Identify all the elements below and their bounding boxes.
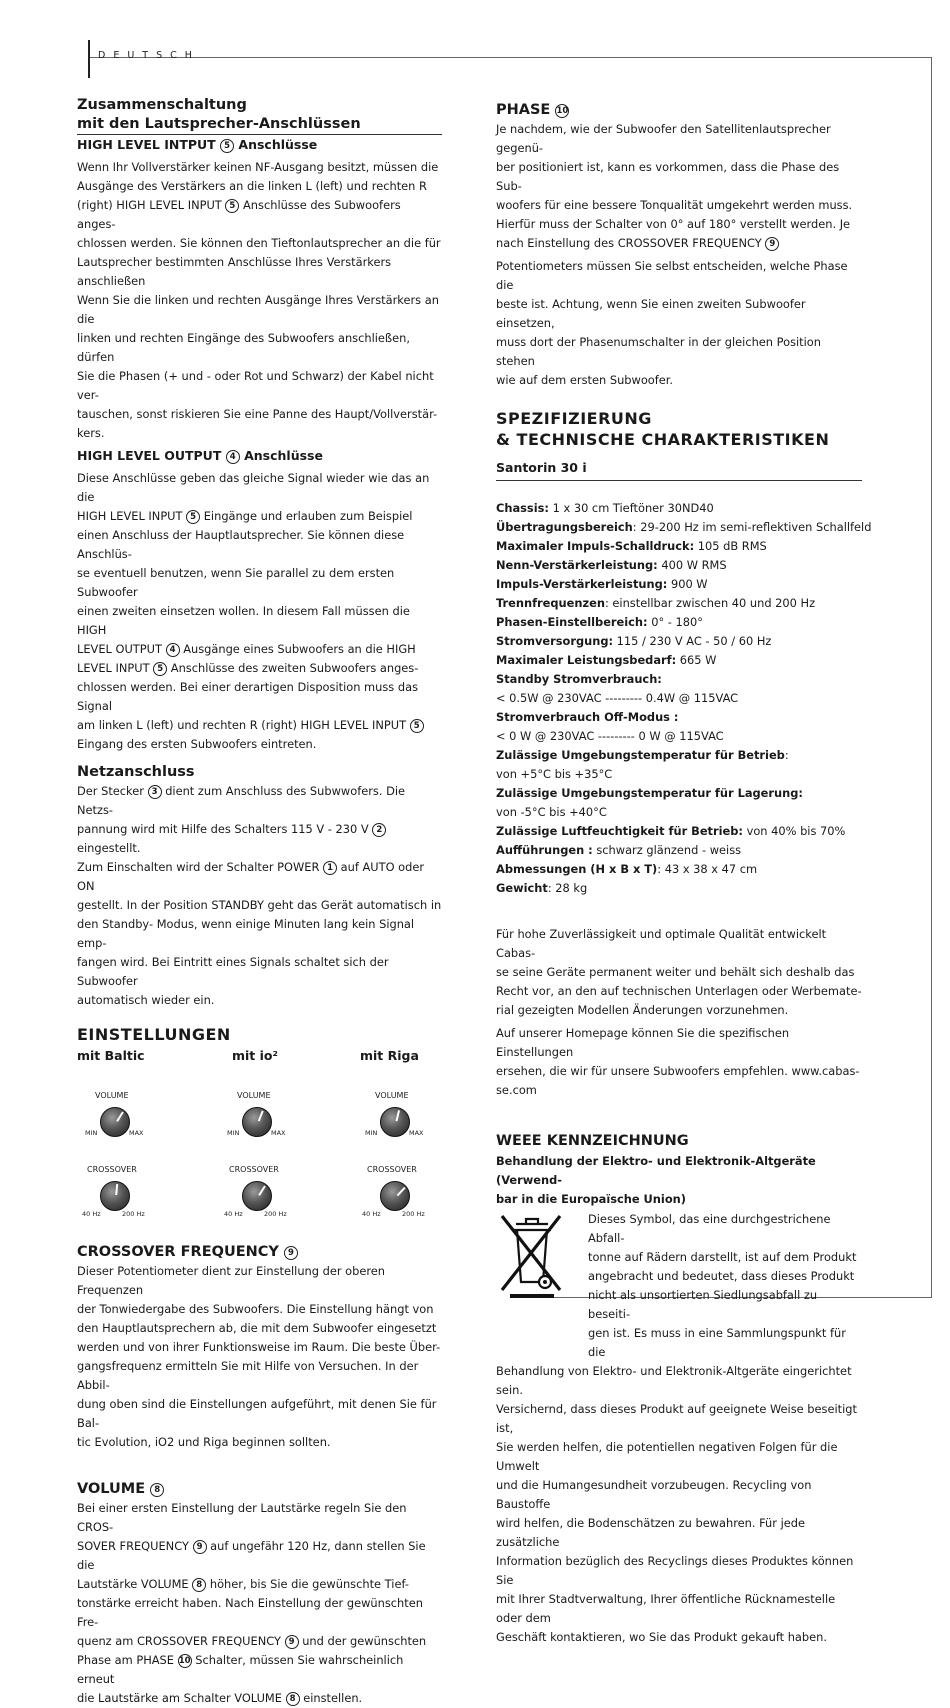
text-line: chlossen werden. Bei einer derartigen Disposition muss das Signal — [77, 680, 419, 713]
crossover-knob — [100, 1181, 130, 1211]
text-line: mit Ihrer Stadtverwaltung, Ihrer öffentliche Rücknamestelle oder dem — [496, 1592, 836, 1625]
ref-number: 5 — [186, 510, 200, 524]
text-line: gen ist. Es muss in eine Sammlungspunkt für die — [588, 1326, 846, 1359]
spec-value: 665 W — [676, 653, 717, 667]
text-line — [77, 820, 442, 858]
paragraph — [77, 158, 442, 443]
ref-number: 9 — [285, 1635, 299, 1649]
text-line: muss dort der Phasenumschalter in der gleichen Position stehen — [496, 335, 821, 368]
hz40-label: 40 Hz — [82, 1210, 101, 1218]
max-label: MAX — [271, 1129, 286, 1137]
knob-settings-diagram — [77, 1047, 442, 1217]
crossover-label: CROSSOVER — [229, 1165, 279, 1174]
subsection-title — [77, 135, 442, 154]
hz40-label: 40 Hz — [362, 1210, 381, 1218]
max-label: MAX — [129, 1129, 144, 1137]
section-title — [496, 101, 862, 120]
text-line: Wenn Ihr Vollverstärker keinen NF-Ausgang besitzt, müssen die — [77, 160, 439, 174]
text-line: tonstärke erreicht haben. Nach Einstellung der gewünschten Fre- — [77, 1596, 423, 1629]
text-line: kers. — [77, 426, 105, 440]
volume-knob — [242, 1107, 272, 1137]
text-line: fangen wird. Bei Eintritt eines Signals schaltet sich der Subwoofer — [77, 955, 389, 988]
ref-number: 8 — [150, 1483, 164, 1497]
spec-key: Phasen-Einstellbereich: — [496, 615, 648, 629]
spec-key: Impuls-Verstärkerleistung: — [496, 577, 668, 591]
spec-value: von 40% bis 70% — [742, 824, 846, 838]
spec-key: Abmessungen (H x B x T) — [496, 862, 658, 876]
ref-number: 5 — [220, 139, 234, 153]
text-line: den Hauptlautsprechern ab, die mit dem Subwoofer eingesetzt — [77, 1321, 437, 1335]
spec-key: Standby Stromverbrauch: — [496, 672, 662, 686]
section-title — [77, 1480, 442, 1499]
paragraph — [77, 1262, 442, 1452]
spec-value: : — [784, 748, 789, 762]
section-label: VOLUME — [77, 1481, 146, 1497]
text-line: Bei einer ersten Einstellung der Lautstärke regeln Sie den CROS- — [77, 1501, 407, 1534]
ref-number: 10 — [178, 1656, 191, 1666]
crossover-knob — [242, 1181, 272, 1211]
text-span: LEVEL OUTPUT — [77, 642, 162, 656]
text-span: quenz am CROSSOVER FREQUENCY — [77, 1634, 281, 1648]
text-line: gangsfrequenz ermitteln Sie mit Hilfe von Versuchen. In der Abbil- — [77, 1359, 419, 1392]
text-span: am linken L (left) und rechten R (right) HIGH LEVEL INPUT — [77, 718, 407, 732]
knob-group-riga — [360, 1047, 480, 1218]
spec-key: Übertragungsbereich — [496, 520, 633, 534]
ref-number: 4 — [226, 450, 240, 464]
ref-number: 9 — [284, 1246, 298, 1260]
spec-key: Trennfrequenzen — [496, 596, 605, 610]
text-line: Potentiometers müssen Sie selbst entscheiden, welche Phase die — [496, 259, 848, 292]
knob-group-io2 — [224, 1047, 352, 1218]
subsection-label: HIGH LEVEL OUTPUT — [77, 448, 222, 463]
text-line: Auf unserer Homepage können Sie die spezifischen Einstellungen — [496, 1026, 790, 1059]
text-line: Diese Anschlüsse geben das gleiche Signal wieder wie das an die — [77, 471, 430, 504]
text-span: Phase am PHASE — [77, 1653, 174, 1667]
paragraph — [77, 469, 442, 754]
text-line: nicht als unsortierten Siedlungsabfall zu beseiti- — [588, 1288, 818, 1321]
spec-value: 1 x 30 cm Tieftöner 30ND40 — [548, 501, 714, 515]
text-line: chlossen werden. Sie können den Tieftonlautsprecher an die für — [77, 236, 441, 250]
hz200-label: 200 Hz — [122, 1210, 145, 1218]
crossover-label: CROSSOVER — [87, 1165, 137, 1174]
text-span: Der Stecker — [77, 784, 144, 798]
text-line: Ausgänge des Verstärkers an die linken L (left) und rechten R — [77, 179, 427, 193]
text-span: Ausgänge eines Subwoofers an die HIGH — [183, 642, 416, 656]
text-span: HIGH LEVEL INPUT — [77, 509, 183, 523]
text-line — [77, 1632, 442, 1651]
text-line: einen zweiten einsetzen wollen. In diesem Fall müssen die HIGH — [77, 604, 410, 637]
ref-number: 9 — [193, 1540, 207, 1554]
left-column — [77, 96, 442, 1708]
text-line: Eingang des ersten Subwoofers eintreten. — [77, 737, 317, 751]
spec-row — [496, 632, 862, 651]
text-span: LEVEL INPUT — [77, 661, 150, 675]
max-label: MAX — [409, 1129, 424, 1137]
spec-row — [496, 594, 862, 613]
spec-row — [496, 803, 862, 822]
text-span: (right) HIGH LEVEL INPUT — [77, 198, 222, 212]
spec-row — [496, 537, 862, 556]
spec-key: Aufführungen : — [496, 843, 593, 857]
paragraph — [496, 1024, 862, 1100]
spec-value: von +5°C bis +35°C — [496, 767, 613, 781]
text-line: Versichernd, dass dieses Produkt auf geeignete Weise beseitigt ist, — [496, 1402, 857, 1435]
ref-number: 5 — [410, 719, 424, 733]
ref-number: 9 — [765, 237, 779, 251]
model-name: Santorin 30 i — [496, 460, 587, 475]
volume-knob — [100, 1107, 130, 1137]
volume-label: VOLUME — [375, 1091, 409, 1100]
text-line: rial gezeigten Modellen Änderungen vorzunehmen. — [496, 1003, 789, 1017]
text-span: höher, bis Sie die gewünschte Tief- — [209, 1577, 409, 1591]
text-span: einstellen. — [303, 1691, 363, 1705]
crossed-wheelie-bin-icon — [496, 1210, 568, 1300]
text-line: Recht vor, an den auf technischen Unterlagen oder Werbemate- — [496, 984, 862, 998]
min-label: MIN — [85, 1129, 98, 1137]
spec-row — [496, 822, 862, 841]
paragraph — [77, 1499, 442, 1708]
text-line: wie auf dem ersten Subwoofer. — [496, 373, 674, 387]
min-label: MIN — [365, 1129, 378, 1137]
spec-title-line2: & TECHNISCHE CHARAKTERISTIKEN — [496, 430, 830, 449]
text-line — [77, 1689, 442, 1708]
ref-number: 8 — [286, 1692, 300, 1706]
ref-number: 4 — [166, 643, 180, 657]
section-label: PHASE — [496, 102, 551, 118]
text-line: gestellt. In der Position STANDBY geht das Gerät automatisch in — [77, 898, 442, 912]
text-line: Dieser Potentiometer dient zur Einstellung der oberen Frequenzen — [77, 1264, 386, 1297]
spec-value: : 28 kg — [547, 881, 588, 895]
text-line — [77, 659, 442, 678]
spec-row — [496, 784, 862, 803]
subsection-label-tail: Anschlüsse — [244, 448, 323, 463]
text-line: se eventuell benutzen, wenn Sie parallel zu dem ersten Subwoofer — [77, 566, 395, 599]
text-span: nach Einstellung des CROSSOVER FREQUENCY — [496, 236, 762, 250]
crossover-knob — [380, 1181, 410, 1211]
text-line: Für hohe Zuverlässigkeit und optimale Qualität entwickelt Cabas- — [496, 927, 827, 960]
spec-value: : 43 x 38 x 47 cm — [657, 862, 758, 876]
text-line — [77, 858, 442, 896]
text-line: Wenn Sie die linken und rechten Ausgänge Ihres Verstärkers an die — [77, 293, 439, 326]
crossover-label: CROSSOVER — [367, 1165, 417, 1174]
text-line: automatisch wieder ein. — [77, 993, 215, 1007]
text-line: werden und von ihrer Funktionsweise im Raum. Die beste Über- — [77, 1340, 441, 1354]
text-line — [77, 196, 442, 234]
spec-key: Stromversorgung: — [496, 634, 614, 648]
text-line: ersehen, die wir für unsere Subwoofers empfehlen. www.cabas- — [496, 1064, 860, 1078]
divider — [496, 480, 862, 481]
text-line: beste ist. Achtung, wenn Sie einen zweiten Subwoofer einsetzen, — [496, 297, 806, 330]
spec-row — [496, 746, 862, 765]
text-span: Anschlüsse des Subwoofers anges- — [77, 198, 401, 231]
header-bar — [88, 40, 90, 78]
page-frame-right — [931, 57, 932, 1297]
text-span: Anschlüsse des zweiten Subwoofers anges- — [170, 661, 419, 675]
volume-label: VOLUME — [237, 1091, 271, 1100]
hz40-label: 40 Hz — [224, 1210, 243, 1218]
text-line: Sie werden helfen, die potentiellen negativen Folgen für die Umwelt — [496, 1440, 838, 1473]
spec-row — [496, 765, 862, 784]
text-line: Sie die Phasen (+ und - oder Rot und Schwarz) der Kabel nicht ver- — [77, 369, 434, 402]
subsection-label: HIGH LEVEL INTPUT — [77, 137, 216, 152]
text-line: Information bezüglich des Recyclings dieses Produktes können Sie — [496, 1554, 854, 1587]
min-label: MIN — [227, 1129, 240, 1137]
knob-group-title: mit Baltic — [77, 1048, 145, 1063]
text-line — [77, 1537, 442, 1575]
spec-row — [496, 613, 862, 632]
text-line: der Tonwiedergabe des Subwoofers. Die Einstellung hängt von — [77, 1302, 434, 1316]
spec-key: Stromverbrauch Off-Modus : — [496, 710, 679, 724]
text-span: pannung wird mit Hilfe des Schalters 115 V - 230 V — [77, 822, 369, 836]
text-line: wird helfen, die Bodenschätzen zu bewahren. Für jede zusätzliche — [496, 1516, 805, 1549]
weee-paragraph — [496, 1362, 862, 1647]
section-title-einstellungen: EINSTELLUNGEN — [77, 1025, 231, 1044]
spec-value: von -5°C bis +40°C — [496, 805, 607, 819]
spec-value: schwarz glänzend - weiss — [592, 843, 742, 857]
ref-number: 8 — [192, 1578, 206, 1592]
spec-key: Nenn-Verstärkerleistung: — [496, 558, 658, 572]
text-span: Zum Einschalten wird der Schalter POWER — [77, 860, 320, 874]
spec-key: Zulässige Luftfeuchtigkeit für Betrieb: — [496, 824, 743, 838]
text-line — [77, 640, 442, 659]
knob-indicator — [258, 1185, 266, 1195]
volume-knob — [380, 1107, 410, 1137]
spec-value: 115 / 230 V AC - 50 / 60 Hz — [613, 634, 772, 648]
text-line: den Standby- Modus, wenn einige Minuten lang kein Signal emp- — [77, 917, 415, 950]
section-title: Zusammenschaltung — [77, 97, 247, 113]
spec-key: Zulässige Umgebungstemperatur für Lagerung: — [496, 786, 803, 800]
knob-indicator — [116, 1111, 124, 1121]
spec-list — [496, 499, 872, 898]
text-line: Behandlung von Elektro- und Elektronik-Altgeräte eingerichtet sein. — [496, 1364, 852, 1397]
text-line: Geschäft kontaktieren, wo Sie das Produkt gekauft haben. — [496, 1630, 827, 1644]
spec-value: < 0.5W @ 230VAC --------- 0.4W @ 115VAC — [496, 691, 739, 705]
ref-number: 5 — [225, 199, 239, 213]
weee-title: WEEE KENNZEICHNUNG — [496, 1133, 689, 1149]
text-line — [77, 507, 442, 526]
spec-row — [496, 670, 862, 689]
text-line: einen Anschluss der Hauptlautsprecher. Sie können diese Anschlüs- — [77, 528, 405, 561]
weee-subtitle: Behandlung der Elektro- und Elektronik-Altgeräte (Verwend- — [496, 1154, 816, 1187]
knob-indicator — [395, 1110, 400, 1121]
spec-key: Zulässige Umgebungstemperatur für Betrieb — [496, 748, 785, 762]
section-title-line2: mit den Lautsprecher-Anschlüssen — [77, 116, 361, 132]
spec-key: Gewicht — [496, 881, 548, 895]
text-line: dung oben sind die Einstellungen aufgeführt, mit denen Sie für Bal- — [77, 1397, 437, 1430]
spec-row — [496, 708, 862, 727]
text-line: Je nachdem, wie der Subwoofer den Satellitenlautsprecher gegenü- — [496, 122, 831, 155]
spec-row — [496, 879, 862, 898]
spec-value: 0° - 180° — [647, 615, 703, 629]
spec-row — [496, 518, 872, 537]
text-line: se.com — [496, 1083, 537, 1097]
text-span: und der gewünschten — [302, 1634, 427, 1648]
text-span: auf ungefähr 120 Hz, dann stellen Sie die — [77, 1539, 426, 1572]
ref-number: 3 — [148, 785, 162, 799]
hz200-label: 200 Hz — [402, 1210, 425, 1218]
text-line: tonne auf Rädern darstellt, ist auf dem Produkt — [588, 1250, 857, 1264]
text-line — [496, 234, 862, 253]
spec-row — [496, 651, 862, 670]
spec-value: : einstellbar zwischen 40 und 200 Hz — [604, 596, 816, 610]
ref-number: 2 — [372, 823, 386, 837]
spec-row — [496, 556, 862, 575]
text-span: die Lautstärke am Schalter VOLUME — [77, 1691, 282, 1705]
spec-key: Maximaler Impuls-Schalldruck: — [496, 539, 695, 553]
ref-number: 1 — [323, 861, 337, 875]
text-line: ber positioniert ist, kann es vorkommen, dass die Phase des Sub- — [496, 160, 840, 193]
spec-row — [496, 499, 862, 518]
text-span: Schalter, müssen Sie wahrscheinlich erneut — [77, 1653, 404, 1686]
paragraph — [496, 257, 862, 390]
paragraph — [496, 120, 862, 253]
text-line: Hierfür muss der Schalter von 0° auf 180° verstellt werden. Je — [496, 217, 851, 231]
text-line: woofers für eine bessere Tonqualität umgekehrt werden muss. — [496, 198, 853, 212]
text-span: dient zum Anschluss des Subwwofers. Die Netzs- — [77, 784, 406, 817]
volume-label: VOLUME — [95, 1091, 129, 1100]
spec-key: Chassis: — [496, 501, 549, 515]
spec-value: : 29-200 Hz im semi-reflektiven Schallfeld — [632, 520, 872, 534]
spec-value: < 0 W @ 230VAC --------- 0 W @ 115VAC — [496, 729, 724, 743]
text-line: angebracht und bedeutet, dass dieses Produkt — [588, 1269, 855, 1283]
text-span: SOVER FREQUENCY — [77, 1539, 189, 1553]
text-line: Dieses Symbol, das eine durchgestrichene Abfall- — [588, 1212, 831, 1245]
text-line — [77, 782, 442, 820]
ref-number: 10 — [556, 106, 569, 116]
spec-row — [496, 841, 862, 860]
text-span: Lautstärke VOLUME — [77, 1577, 189, 1591]
knob-group-baltic — [77, 1047, 197, 1218]
spec-title: SPEZIFIZIERUNG — [496, 409, 652, 428]
spec-row — [496, 575, 862, 594]
spec-row — [496, 689, 862, 708]
paragraph — [77, 782, 442, 1010]
knob-indicator — [397, 1187, 406, 1196]
language-label: DEUTSCH — [98, 50, 200, 61]
text-line: Lautsprecher bestimmten Anschlüsse Ihres Verstärkers anschließen — [77, 255, 392, 288]
knob-indicator — [258, 1111, 264, 1122]
knob-group-title: mit io² — [232, 1048, 278, 1063]
subsection-label-tail: Anschlüsse — [238, 137, 318, 152]
spec-key: Maximaler Leistungsbedarf: — [496, 653, 677, 667]
text-line — [77, 1651, 442, 1689]
ref-number: 5 — [153, 662, 167, 676]
text-line: tic Evolution, iO2 und Riga beginnen sollten. — [77, 1435, 331, 1449]
weee-subtitle-line2: bar in die Europaïsche Union) — [496, 1192, 686, 1206]
text-line: se seine Geräte permanent weiter und behält sich deshalb das — [496, 965, 855, 979]
text-line: und die Humangesundheit vorzubeugen. Recycling von Baustoffe — [496, 1478, 812, 1511]
text-line: tauschen, sonst riskieren Sie eine Panne des Haupt/Vollverstär- — [77, 407, 438, 421]
text-span: eingestellt. — [77, 841, 141, 855]
knob-group-title: mit Riga — [360, 1048, 419, 1063]
spec-value: 900 W — [667, 577, 708, 591]
knob-indicator — [115, 1184, 118, 1195]
text-span: Eingänge und erlauben zum Beispiel — [203, 509, 413, 523]
hz200-label: 200 Hz — [264, 1210, 287, 1218]
page-frame-top — [88, 57, 932, 58]
text-line: linken und rechten Eingänge des Subwoofers anschließen, dürfen — [77, 331, 410, 364]
spec-row — [496, 860, 862, 879]
section-title — [77, 1243, 442, 1262]
text-line — [77, 716, 442, 735]
spec-value: 400 W RMS — [657, 558, 727, 572]
paragraph — [496, 925, 862, 1020]
section-title: Netzanschluss — [77, 764, 195, 780]
text-span: auf AUTO oder ON — [77, 860, 425, 893]
subsection-title — [77, 446, 442, 465]
spec-value: 105 dB RMS — [694, 539, 767, 553]
weee-block — [496, 1210, 862, 1647]
right-column — [496, 96, 872, 1647]
section-label: CROSSOVER FREQUENCY — [77, 1244, 279, 1260]
text-line — [77, 1575, 442, 1594]
spec-row — [496, 727, 862, 746]
